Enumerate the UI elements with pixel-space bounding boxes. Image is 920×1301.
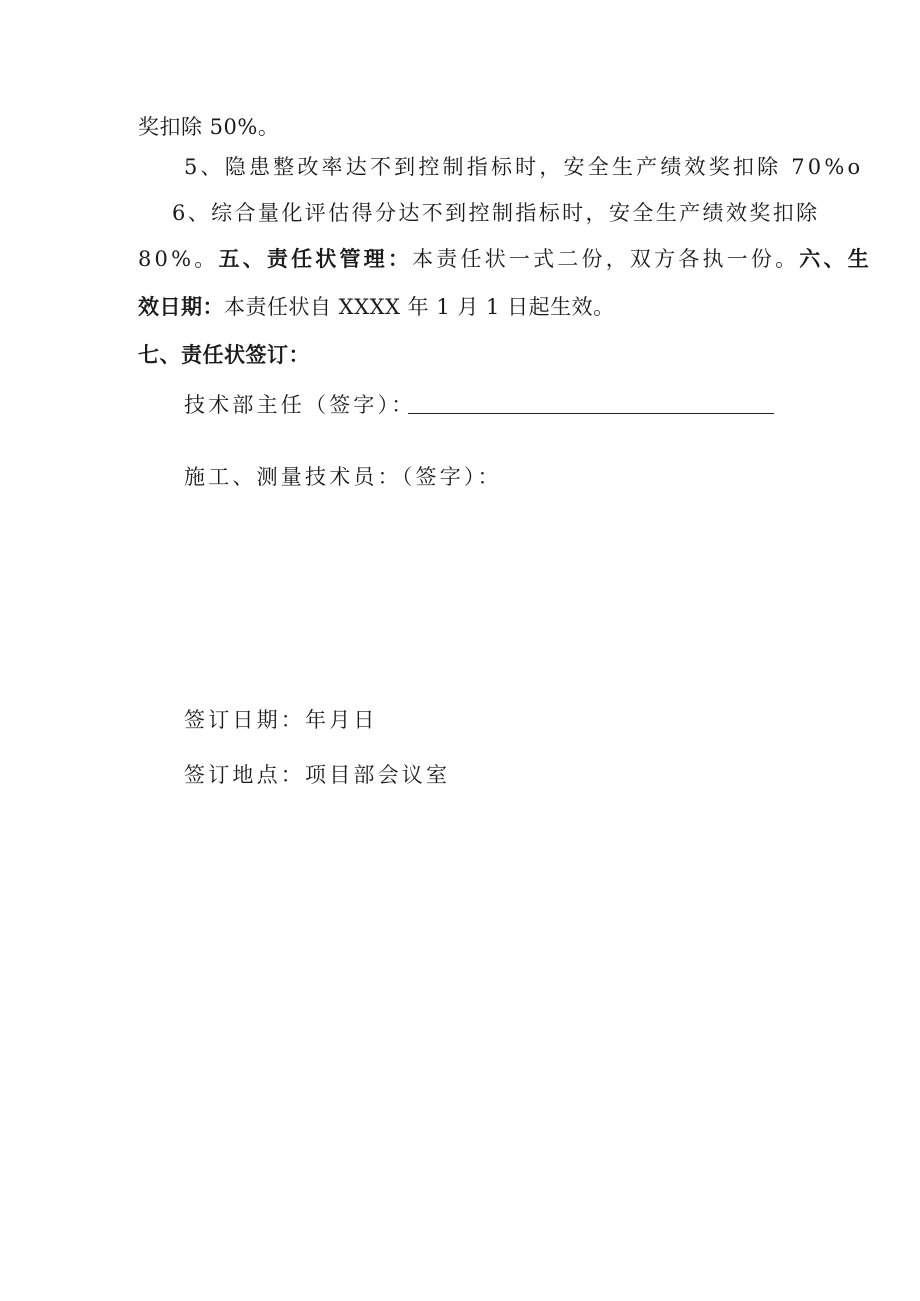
signature-label-tech-staff: 施工、测量技术员：（签字）： <box>184 465 502 489</box>
section-heading-6-start: 六、生 <box>799 246 872 271</box>
section-heading-5: 五、责任状管理： <box>218 246 413 271</box>
section-heading-7: 七、责任状签订： <box>138 342 310 367</box>
text-fragment: 本责任状一式二份，双方各执一份。 <box>412 247 800 271</box>
signature-label-tech-director: 技术部主任（签字）： <box>184 393 416 417</box>
sign-date: 签订日期：年月日 <box>184 708 378 732</box>
paragraph-item-6: 6、综合量化评估得分达不到控制指标时，安全生产绩效奖扣除 <box>172 201 820 225</box>
paragraph-line-4 <box>138 244 872 274</box>
paragraph-item-5: 5、隐患整改率达不到控制指标时，安全生产绩效奖扣除 70%o <box>184 155 864 179</box>
section-heading-6-end: 效日期： <box>138 294 224 319</box>
paragraph-line-1: 奖扣除 50%。 <box>138 115 280 139</box>
signature-line <box>408 413 774 414</box>
text-fragment: 80%。 <box>138 247 219 271</box>
paragraph-line-5 <box>138 292 615 322</box>
text-fragment: 本责任状自 XXXX 年 1 月 1 日起生效。 <box>224 295 615 319</box>
sign-place: 签订地点：项目部会议室 <box>184 763 451 787</box>
